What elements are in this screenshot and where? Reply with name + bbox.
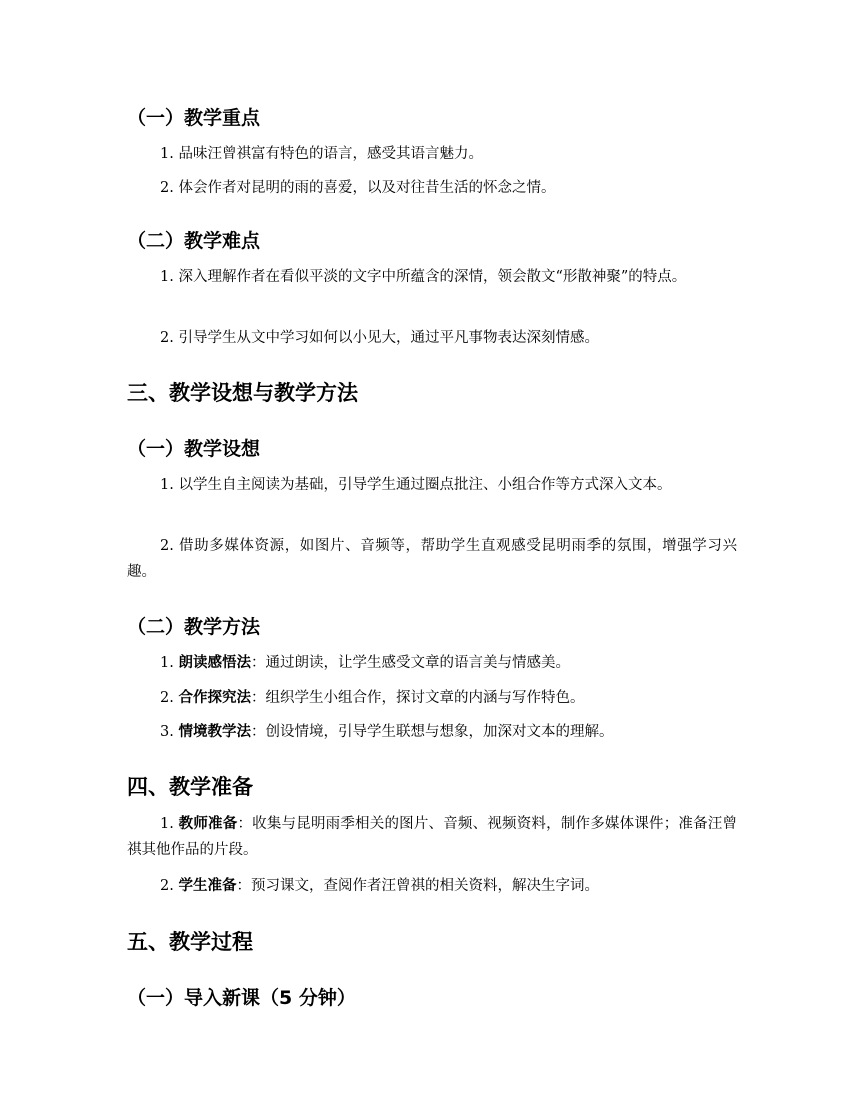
heading-teaching-difficulty: （二）教学难点 — [127, 230, 261, 252]
section-title-preparation: 四、教学准备 — [127, 775, 253, 799]
focus-item-1: 1. 品味汪曾祺富有特色的语言，感受其语言魅力。 — [160, 146, 483, 162]
section-title-process: 五、教学过程 — [127, 930, 253, 954]
heading-teaching-focus: （一）教学重点 — [127, 107, 261, 129]
heading-intro-new-lesson: （一）导入新课（5 分钟） — [127, 987, 356, 1009]
method-term-1: 朗读感悟法 — [178, 654, 251, 671]
preparation-item-2: 2. 学生准备：预习课文，查阅作者汪曾祺的相关资料，解决生字词。 — [160, 877, 599, 894]
method-item-2: 2. 合作探究法：组织学生小组合作，探讨文章的内涵与写作特色。 — [160, 689, 585, 706]
preparation-term-1: 教师准备 — [178, 815, 238, 832]
heading-teaching-idea: （一）教学设想 — [127, 438, 261, 460]
difficulty-item-1: 1. 深入理解作者在看似平淡的文字中所蕴含的深情，领会散文“形散神聚”的特点。 — [160, 269, 687, 285]
method-item-1: 1. 朗读感悟法：通过朗读，让学生感受文章的语言美与情感美。 — [160, 654, 570, 671]
method-item-3: 3. 情境教学法：创设情境，引导学生联想与想象，加深对文本的理解。 — [160, 723, 614, 740]
idea-item-2: 2. 借助多媒体资源，如图片、音频等，帮助学生直观感受昆明雨季的氛围，增强学习兴趣。 — [127, 538, 737, 580]
heading-teaching-methods: （二）教学方法 — [127, 616, 261, 638]
section-title-design-methods: 三、教学设想与教学方法 — [127, 381, 358, 405]
preparation-term-2: 学生准备 — [178, 877, 237, 894]
method-term-2: 合作探究法 — [178, 689, 251, 706]
method-term-3: 情境教学法 — [178, 723, 251, 740]
preparation-item-1: 1. 教师准备：收集与昆明雨季相关的图片、音频、视频资料，制作多媒体课件；准备汪曾祺其他作品的片段。 — [127, 815, 738, 858]
difficulty-item-2: 2. 引导学生从文中学习如何以小见大，通过平凡事物表达深刻情感。 — [160, 330, 599, 346]
focus-item-2: 2. 体会作者对昆明的雨的喜爱，以及对往昔生活的怀念之情。 — [160, 180, 556, 196]
idea-item-1: 1. 以学生自主阅读为基础，引导学生通过圈点批注、小组合作等方式深入文本。 — [160, 477, 672, 493]
